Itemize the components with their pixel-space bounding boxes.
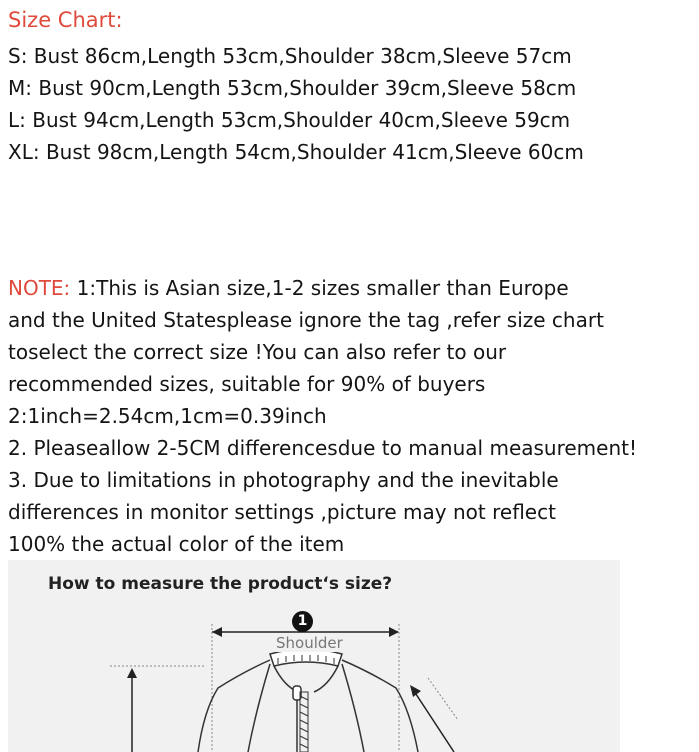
- note-line: 3. Due to limitations in photography and the inevitable: [8, 468, 559, 492]
- note-line-first: [8, 272, 688, 304]
- note-line: 2:1inch=2.54cm,1cm=0.39inch: [8, 404, 327, 428]
- size-chart-rows: [8, 40, 584, 168]
- note-block: [8, 272, 688, 560]
- size-chart-title: Size Chart:: [8, 8, 123, 32]
- note-line: recommended sizes, suitable for 90% of buyers: [8, 372, 486, 396]
- note-line: toselect the correct size !You can also refer to our: [8, 340, 507, 364]
- note-label: NOTE:: [8, 276, 71, 300]
- note-line: 100% the actual color of the item: [8, 532, 345, 556]
- size-row-s: S: Bust 86cm,Length 53cm,Shoulder 38cm,Sleeve 57cm: [8, 44, 572, 68]
- size-row-xl: XL: Bust 98cm,Length 54cm,Shoulder 41cm,Sleeve 60cm: [8, 140, 584, 164]
- note-line: 2. Pleaseallow 2-5CM differencesdue to manual measurement!: [8, 436, 638, 460]
- measurement-diagram: [8, 560, 620, 752]
- diagram-title: How to measure the product‘s size?: [48, 574, 393, 594]
- shoulder-label: Shoulder: [276, 634, 343, 652]
- jacket-illustration: [8, 560, 620, 752]
- note-line: and the United Statesplease ignore the tag ,refer size chart: [8, 308, 604, 332]
- note-first-line-text: 1:This is Asian size,1-2 sizes smaller than Europe: [70, 276, 569, 300]
- size-row-l: L: Bust 94cm,Length 53cm,Shoulder 40cm,Sleeve 59cm: [8, 108, 571, 132]
- measure-number-badge: 1: [292, 611, 313, 632]
- size-row-m: M: Bust 90cm,Length 53cm,Shoulder 39cm,Sleeve 58cm: [8, 76, 577, 100]
- note-line: differences in monitor settings ,picture may not reflect: [8, 500, 556, 524]
